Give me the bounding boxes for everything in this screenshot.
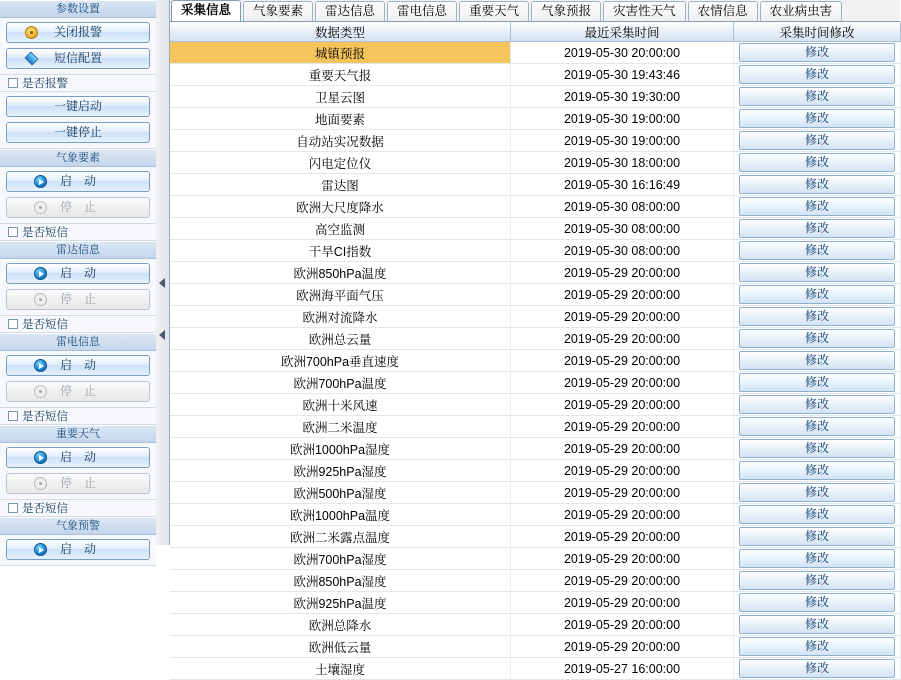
cell-data-type: 自动站实况数据 xyxy=(170,130,511,152)
sidebar-section-body xyxy=(0,92,156,149)
cell-data-type: 欧洲700hPa温度 xyxy=(170,372,511,394)
cell-data-type: 欧洲总降水 xyxy=(170,614,511,636)
checkbox-label: 是否报警 xyxy=(22,77,68,90)
tab-5[interactable]: 气象预报 xyxy=(531,1,601,21)
checkbox-label: 是否短信 xyxy=(22,318,68,331)
cell-last-collect-time: 2019-05-29 20:00:00 xyxy=(511,614,734,636)
checkbox-icon[interactable] xyxy=(8,319,18,329)
table-row[interactable] xyxy=(170,174,901,196)
message-icon-glyph xyxy=(25,52,39,66)
cell-edit-action xyxy=(734,306,901,328)
cell-last-collect-time: 2019-05-29 20:00:00 xyxy=(511,306,734,328)
sidebar-checkbox-row[interactable] xyxy=(0,224,156,241)
tab-4[interactable]: 重要天气 xyxy=(459,1,529,21)
table-row[interactable] xyxy=(170,460,901,482)
cell-edit-action xyxy=(734,460,901,482)
cell-edit-action xyxy=(734,196,901,218)
edit-time-button[interactable]: 修改 xyxy=(739,505,895,524)
table-row[interactable] xyxy=(170,526,901,548)
sidebar-section-body xyxy=(0,259,156,316)
cell-last-collect-time: 2019-05-29 20:00:00 xyxy=(511,526,734,548)
sidebar-button-label: 启 动 xyxy=(59,542,96,556)
cell-edit-action xyxy=(734,394,901,416)
edit-time-button[interactable]: 修改 xyxy=(739,263,895,282)
cell-last-collect-time: 2019-05-30 19:43:46 xyxy=(511,64,734,86)
edit-time-button[interactable]: 修改 xyxy=(739,659,895,678)
sidebar-checkbox-row[interactable] xyxy=(0,316,156,333)
cell-data-type: 欧洲低云量 xyxy=(170,636,511,658)
table-row[interactable] xyxy=(170,284,901,306)
stop-icon xyxy=(34,293,47,306)
cell-last-collect-time: 2019-05-29 20:00:00 xyxy=(511,372,734,394)
sidebar-section-body xyxy=(0,535,156,566)
cell-edit-action xyxy=(734,42,901,64)
sidebar-button-label: 停 止 xyxy=(59,292,96,306)
edit-time-button[interactable]: 修改 xyxy=(739,175,895,194)
sidebar-button-label: 一键启动 xyxy=(53,99,102,113)
edit-time-button[interactable]: 修改 xyxy=(739,571,895,590)
table-row[interactable] xyxy=(170,614,901,636)
edit-time-button[interactable]: 修改 xyxy=(739,549,895,568)
cell-last-collect-time: 2019-05-30 08:00:00 xyxy=(511,240,734,262)
play-icon xyxy=(34,359,47,372)
edit-time-button[interactable]: 修改 xyxy=(739,527,895,546)
sidebar-button[interactable] xyxy=(6,96,150,117)
play-icon-glyph xyxy=(34,267,47,280)
checkbox-label: 是否短信 xyxy=(22,410,68,423)
cell-last-collect-time: 2019-05-29 20:00:00 xyxy=(511,262,734,284)
table-row[interactable] xyxy=(170,658,901,680)
sidebar-section-header: 雷达信息 xyxy=(0,241,156,259)
cell-last-collect-time: 2019-05-29 20:00:00 xyxy=(511,416,734,438)
column-header-data-type[interactable]: 数据类型 xyxy=(170,22,511,42)
sidebar-button[interactable] xyxy=(6,22,150,43)
play-icon xyxy=(34,451,47,464)
sidebar-button xyxy=(6,289,150,310)
cell-data-type: 欧洲二米温度 xyxy=(170,416,511,438)
cell-data-type: 欧洲850hPa湿度 xyxy=(170,570,511,592)
edit-time-button[interactable]: 修改 xyxy=(739,65,895,84)
stop-icon-glyph xyxy=(34,293,47,306)
cell-data-type: 欧洲1000hPa湿度 xyxy=(170,438,511,460)
sidebar-button-label: 停 止 xyxy=(59,200,96,214)
table-row[interactable] xyxy=(170,636,901,658)
collection-info-table-container xyxy=(170,22,900,677)
table-body xyxy=(170,42,901,680)
edit-time-button[interactable]: 修改 xyxy=(739,615,895,634)
column-header-edit-time[interactable]: 采集时间修改 xyxy=(734,22,901,42)
cell-last-collect-time: 2019-05-29 20:00:00 xyxy=(511,592,734,614)
cell-edit-action xyxy=(734,262,901,284)
sidebar-button-label: 一键停止 xyxy=(53,125,102,139)
sidebar-checkbox-row[interactable] xyxy=(0,408,156,425)
tab-1[interactable]: 气象要素 xyxy=(243,1,313,21)
sidebar-button[interactable] xyxy=(6,122,150,143)
play-icon xyxy=(34,175,47,188)
cell-data-type: 欧洲大尺度降水 xyxy=(170,196,511,218)
cell-data-type: 土壤湿度 xyxy=(170,658,511,680)
cell-last-collect-time: 2019-05-30 08:00:00 xyxy=(511,218,734,240)
tab-3[interactable]: 雷电信息 xyxy=(387,1,457,21)
sidebar-button-label: 启 动 xyxy=(59,450,96,464)
checkbox-label: 是否短信 xyxy=(22,226,68,239)
sidebar-button-label: 停 止 xyxy=(59,476,96,490)
edit-time-button[interactable]: 修改 xyxy=(739,109,895,128)
edit-time-button[interactable]: 修改 xyxy=(739,395,895,414)
edit-time-button[interactable]: 修改 xyxy=(739,241,895,260)
table-header-row xyxy=(170,22,901,42)
table-row[interactable] xyxy=(170,42,901,64)
tab-7[interactable]: 农情信息 xyxy=(688,1,758,21)
sidebar-button xyxy=(6,381,150,402)
stop-icon-glyph xyxy=(34,201,47,214)
cell-last-collect-time: 2019-05-30 19:00:00 xyxy=(511,130,734,152)
cell-edit-action xyxy=(734,372,901,394)
cell-edit-action xyxy=(734,504,901,526)
cell-data-type: 雷达图 xyxy=(170,174,511,196)
tab-2[interactable]: 雷达信息 xyxy=(315,1,385,21)
table-row[interactable] xyxy=(170,306,901,328)
cell-edit-action xyxy=(734,174,901,196)
sidebar-section-header: 重要天气 xyxy=(0,425,156,443)
collection-info-table xyxy=(170,22,901,680)
cell-edit-action xyxy=(734,658,901,680)
cell-data-type: 欧洲十米风速 xyxy=(170,394,511,416)
cell-last-collect-time: 2019-05-27 16:00:00 xyxy=(511,658,734,680)
edit-time-button[interactable]: 修改 xyxy=(739,285,895,304)
table-row[interactable] xyxy=(170,108,901,130)
tab-8[interactable]: 农业病虫害 xyxy=(760,1,843,21)
sidebar-button-label: 关闭报警 xyxy=(53,25,102,39)
cell-edit-action xyxy=(734,86,901,108)
table-row[interactable] xyxy=(170,130,901,152)
edit-time-button[interactable]: 修改 xyxy=(739,43,895,62)
checkbox-label: 是否短信 xyxy=(22,502,68,515)
sidebar-button[interactable] xyxy=(6,447,150,468)
cell-edit-action xyxy=(734,152,901,174)
edit-time-button[interactable]: 修改 xyxy=(739,153,895,172)
table-row[interactable] xyxy=(170,350,901,372)
play-icon-glyph xyxy=(34,543,47,556)
cell-last-collect-time: 2019-05-29 20:00:00 xyxy=(511,328,734,350)
tab-strip xyxy=(170,0,900,22)
cell-data-type: 欧洲925hPa湿度 xyxy=(170,460,511,482)
stop-icon-glyph xyxy=(34,477,47,490)
cell-last-collect-time: 2019-05-29 20:00:00 xyxy=(511,570,734,592)
cell-last-collect-time: 2019-05-30 19:00:00 xyxy=(511,108,734,130)
panel-splitter[interactable] xyxy=(156,0,170,545)
play-icon-glyph xyxy=(34,359,47,372)
cell-last-collect-time: 2019-05-30 08:00:00 xyxy=(511,196,734,218)
splitter-collapse-arrow-top[interactable] xyxy=(159,278,165,288)
gear-icon xyxy=(25,26,38,39)
cell-last-collect-time: 2019-05-29 20:00:00 xyxy=(511,284,734,306)
table-row[interactable] xyxy=(170,482,901,504)
table-row[interactable] xyxy=(170,548,901,570)
table-row[interactable] xyxy=(170,504,901,526)
edit-time-button[interactable]: 修改 xyxy=(739,219,895,238)
stop-icon-glyph xyxy=(34,385,47,398)
table-row[interactable] xyxy=(170,372,901,394)
sidebar-button xyxy=(6,197,150,218)
cell-edit-action xyxy=(734,218,901,240)
cell-edit-action xyxy=(734,438,901,460)
cell-edit-action xyxy=(734,548,901,570)
edit-time-button[interactable]: 修改 xyxy=(739,307,895,326)
cell-data-type: 欧洲对流降水 xyxy=(170,306,511,328)
cell-last-collect-time: 2019-05-29 20:00:00 xyxy=(511,350,734,372)
edit-time-button[interactable]: 修改 xyxy=(739,417,895,436)
play-icon-glyph xyxy=(34,175,47,188)
cell-edit-action xyxy=(734,350,901,372)
edit-time-button[interactable]: 修改 xyxy=(739,87,895,106)
sidebar-button-label: 短信配置 xyxy=(53,51,102,65)
cell-edit-action xyxy=(734,614,901,636)
sidebar-button-label: 启 动 xyxy=(59,174,96,188)
cell-data-type: 欧洲1000hPa温度 xyxy=(170,504,511,526)
edit-time-button[interactable]: 修改 xyxy=(739,593,895,612)
cell-data-type: 干旱CI指数 xyxy=(170,240,511,262)
checkbox-icon[interactable] xyxy=(8,503,18,513)
stop-icon xyxy=(34,201,47,214)
cell-edit-action xyxy=(734,482,901,504)
splitter-collapse-arrow-bottom[interactable] xyxy=(159,330,165,340)
edit-time-button[interactable]: 修改 xyxy=(739,439,895,458)
table-row[interactable] xyxy=(170,570,901,592)
cell-last-collect-time: 2019-05-29 20:00:00 xyxy=(511,394,734,416)
sidebar-section-body xyxy=(0,18,156,75)
table-row[interactable] xyxy=(170,218,901,240)
sidebar-section-body xyxy=(0,443,156,500)
cell-edit-action xyxy=(734,526,901,548)
sidebar-checkbox-row[interactable] xyxy=(0,75,156,92)
sidebar-button xyxy=(6,473,150,494)
sidebar-button[interactable] xyxy=(6,355,150,376)
cell-data-type: 卫星云图 xyxy=(170,86,511,108)
cell-edit-action xyxy=(734,570,901,592)
table-row[interactable] xyxy=(170,152,901,174)
table-row[interactable] xyxy=(170,394,901,416)
cell-data-type: 闪电定位仪 xyxy=(170,152,511,174)
table-row[interactable] xyxy=(170,240,901,262)
tab-0[interactable]: 采集信息 xyxy=(171,0,241,21)
table-row[interactable] xyxy=(170,196,901,218)
cell-data-type: 欧洲500hPa湿度 xyxy=(170,482,511,504)
sidebar-section-header: 参数设置 xyxy=(0,0,156,18)
edit-time-button[interactable]: 修改 xyxy=(739,329,895,348)
table-row[interactable] xyxy=(170,328,901,350)
cell-last-collect-time: 2019-05-30 16:16:49 xyxy=(511,174,734,196)
sidebar-section-header: 气象预警 xyxy=(0,517,156,535)
cell-edit-action xyxy=(734,130,901,152)
cell-last-collect-time: 2019-05-29 20:00:00 xyxy=(511,460,734,482)
checkbox-icon[interactable] xyxy=(8,227,18,237)
cell-data-type: 欧洲925hPa温度 xyxy=(170,592,511,614)
cell-last-collect-time: 2019-05-29 20:00:00 xyxy=(511,438,734,460)
cell-data-type: 地面要素 xyxy=(170,108,511,130)
sidebar-section-header: 雷电信息 xyxy=(0,333,156,351)
cell-data-type: 欧洲海平面气压 xyxy=(170,284,511,306)
cell-last-collect-time: 2019-05-29 20:00:00 xyxy=(511,504,734,526)
cell-edit-action xyxy=(734,64,901,86)
cell-edit-action xyxy=(734,328,901,350)
cell-last-collect-time: 2019-05-30 20:00:00 xyxy=(511,42,734,64)
sidebar-section-header: 气象要素 xyxy=(0,149,156,167)
table-row[interactable] xyxy=(170,64,901,86)
cell-last-collect-time: 2019-05-29 20:00:00 xyxy=(511,548,734,570)
cell-last-collect-time: 2019-05-30 19:30:00 xyxy=(511,86,734,108)
cell-edit-action xyxy=(734,636,901,658)
play-icon-glyph xyxy=(34,451,47,464)
cell-data-type: 城镇预报 xyxy=(170,42,511,64)
cell-last-collect-time: 2019-05-29 20:00:00 xyxy=(511,482,734,504)
cell-data-type: 欧洲总云量 xyxy=(170,328,511,350)
cell-data-type: 重要天气报 xyxy=(170,64,511,86)
play-icon xyxy=(34,267,47,280)
tab-6[interactable]: 灾害性天气 xyxy=(603,1,686,21)
table-row[interactable] xyxy=(170,438,901,460)
sidebar-button[interactable] xyxy=(6,171,150,192)
table-row[interactable] xyxy=(170,86,901,108)
sidebar-section-body xyxy=(0,167,156,224)
edit-time-button[interactable]: 修改 xyxy=(739,461,895,480)
edit-time-button[interactable]: 修改 xyxy=(739,131,895,150)
edit-time-button[interactable]: 修改 xyxy=(739,637,895,656)
sidebar-checkbox-row[interactable] xyxy=(0,500,156,517)
edit-time-button[interactable]: 修改 xyxy=(739,197,895,216)
sidebar-button[interactable] xyxy=(6,539,150,560)
sidebar-button[interactable] xyxy=(6,48,150,69)
cell-last-collect-time: 2019-05-30 18:00:00 xyxy=(511,152,734,174)
cell-edit-action xyxy=(734,240,901,262)
cell-last-collect-time: 2019-05-29 20:00:00 xyxy=(511,636,734,658)
edit-time-button[interactable]: 修改 xyxy=(739,373,895,392)
gear-icon-glyph xyxy=(25,26,38,39)
table-header xyxy=(170,22,901,42)
checkbox-icon[interactable] xyxy=(8,78,18,88)
sidebar-button[interactable] xyxy=(6,263,150,284)
cell-edit-action xyxy=(734,284,901,306)
cell-data-type: 高空监测 xyxy=(170,218,511,240)
stop-icon xyxy=(34,477,47,490)
play-icon xyxy=(34,543,47,556)
sidebar-section-body xyxy=(0,351,156,408)
sidebar-button-label: 启 动 xyxy=(59,358,96,372)
edit-time-button[interactable]: 修改 xyxy=(739,351,895,370)
cell-data-type: 欧洲二米露点温度 xyxy=(170,526,511,548)
table-row[interactable] xyxy=(170,416,901,438)
cell-data-type: 欧洲850hPa温度 xyxy=(170,262,511,284)
cell-data-type: 欧洲700hPa湿度 xyxy=(170,548,511,570)
left-sidebar xyxy=(0,0,157,556)
column-header-last-collect-time[interactable]: 最近采集时间 xyxy=(511,22,734,42)
checkbox-icon[interactable] xyxy=(8,411,18,421)
cell-edit-action xyxy=(734,108,901,130)
cell-edit-action xyxy=(734,592,901,614)
stop-icon xyxy=(34,385,47,398)
sidebar-button-label: 停 止 xyxy=(59,384,96,398)
message-icon xyxy=(25,52,38,65)
table-row[interactable] xyxy=(170,592,901,614)
sidebar-button-label: 启 动 xyxy=(59,266,96,280)
cell-edit-action xyxy=(734,416,901,438)
table-row[interactable] xyxy=(170,262,901,284)
cell-data-type: 欧洲700hPa垂直速度 xyxy=(170,350,511,372)
edit-time-button[interactable]: 修改 xyxy=(739,483,895,502)
